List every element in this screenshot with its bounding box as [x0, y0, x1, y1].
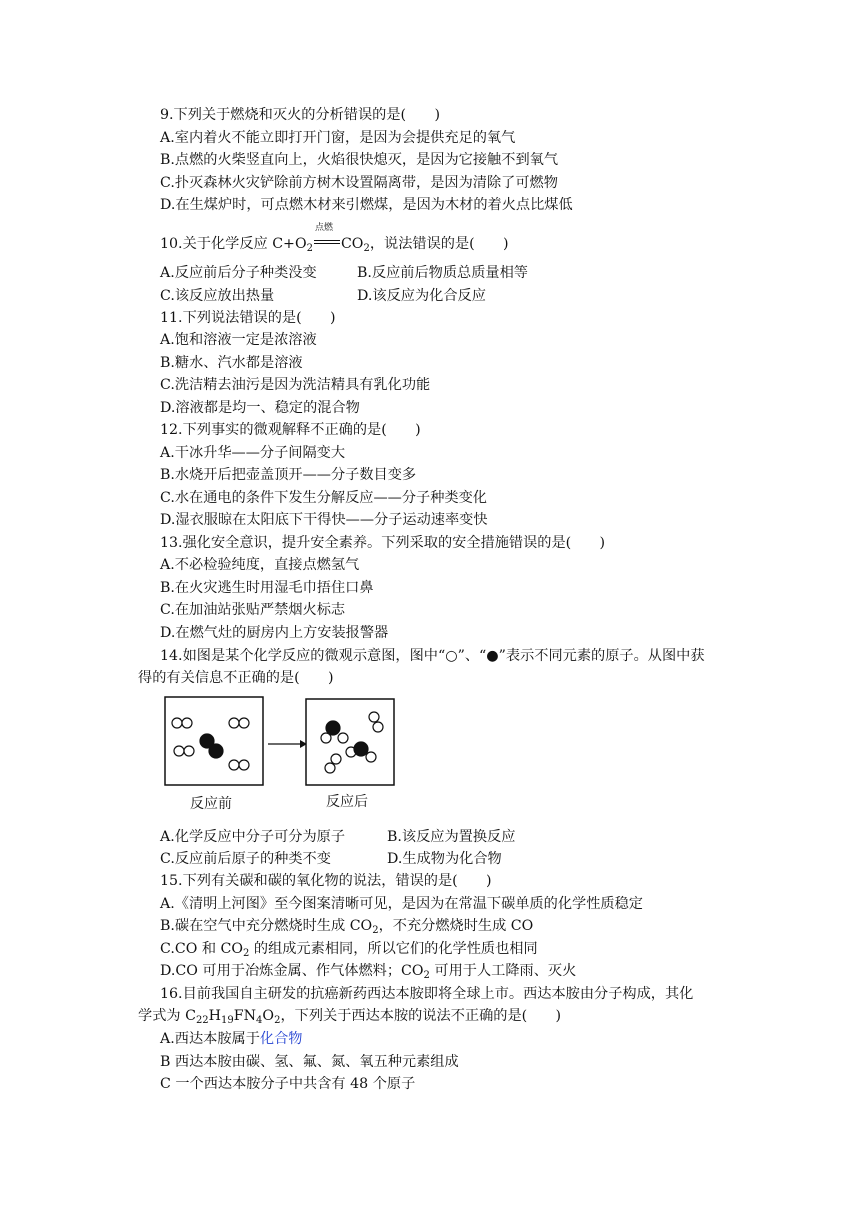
question-10-option-c: C.该反应放出热量 — [160, 288, 275, 304]
question-15-option-a: A.《清明上河图》至今图案清晰可见，是因为在常温下碳单质的化学性质稳定 — [160, 896, 643, 912]
q15-b-subscript: 2 — [372, 925, 379, 936]
q15-b-post: ，不充分燃烧时生成 CO — [378, 918, 534, 934]
q15-d-post: 可用于人工降雨、灭火 — [429, 963, 577, 979]
question-9-option-d: D.在生煤炉时，可点燃木材来引燃煤，是因为木材的着火点比煤低 — [160, 197, 573, 213]
question-14-stem-line2: 得的有关信息不正确的是( ) — [138, 670, 334, 686]
question-16-stem-line1: 16.目前我国自主研发的抗癌新药西达本胺即将全球上市。西达本胺由分子构成，其化 — [160, 986, 694, 1002]
question-10-stem — [160, 223, 509, 258]
question-13-stem: 13.强化安全意识，提升安全素养。下列采取的安全措施错误的是( ) — [160, 535, 606, 551]
question-15-option-b — [160, 917, 533, 940]
after-box — [306, 699, 394, 785]
label-before: 反应前 — [190, 796, 232, 812]
question-15-option-d — [160, 962, 576, 985]
question-9-option-b: B.点燃的火柴竖直向上，火焰很快熄灭，是因为它接触不到氧气 — [160, 152, 559, 168]
q15-b-pre: B.碳在空气中充分燃烧时生成 CO — [160, 918, 373, 934]
q10-stem-pre: 10.关于化学反应 C+O — [160, 236, 307, 252]
question-16-option-c: C 一个西达本胺分子中共含有 48 个原子 — [160, 1076, 416, 1092]
q16-h-subscript: 19 — [221, 1015, 234, 1026]
question-15-stem: 15.下列有关碳和碳的氧化物的说法，错误的是( ) — [160, 873, 492, 889]
question-10-option-b: B.反应前后物质总质量相等 — [357, 265, 528, 281]
question-9-option-a: A.室内着火不能立即打开门窗，是因为会提供充足的氧气 — [160, 130, 516, 146]
q10-stem-post: ，说法错误的是( ) — [369, 236, 509, 252]
q16-o: O — [262, 1008, 275, 1024]
question-12-stem: 12.下列事实的微观解释不正确的是( ) — [160, 422, 421, 438]
question-10-option-a: A.反应前后分子种类没变 — [160, 265, 317, 281]
question-16-option-b: B 西达本胺由碳、氢、氟、氮、氧五种元素组成 — [160, 1054, 459, 1070]
reaction-microscopic-diagram — [160, 692, 400, 817]
question-11-option-c: C.洗洁精去油污是因为洗洁精具有乳化功能 — [160, 377, 431, 393]
question-12-option-a: A.干冰升华——分子间隔变大 — [160, 445, 346, 461]
q15-c-subscript: 2 — [243, 948, 250, 959]
question-14-option-d: D.生成物为化合物 — [387, 851, 502, 867]
question-10-option-d: D.该反应为化合反应 — [357, 288, 486, 304]
question-11-stem: 11.下列说法错误的是( ) — [160, 310, 336, 326]
q15-d-subscript: 2 — [423, 970, 430, 981]
equals-sign — [314, 240, 340, 244]
condition-label: 点燃 — [314, 223, 333, 233]
question-14-option-c: C.反应前后原子的种类不变 — [160, 851, 331, 867]
question-11-option-a: A.饱和溶液一定是浓溶液 — [160, 332, 317, 348]
question-13-option-a: A.不必检验纯度，直接点燃氢气 — [160, 557, 360, 573]
question-12-option-c: C.水在通电的条件下发生分解反应——分子种类变化 — [160, 490, 487, 506]
question-12-option-d: D.湿衣服晾在太阳底下干得快——分子运动速率变快 — [160, 512, 488, 528]
label-after: 反应后 — [326, 794, 368, 810]
q16-formula-post: ，下列关于西达本胺的说法不正确的是( ) — [280, 1008, 562, 1024]
question-16-stem-line2 — [138, 1007, 561, 1030]
question-9-stem: 9.下列关于燃烧和灭火的分析错误的是( ) — [160, 107, 440, 123]
q16-c-subscript: 22 — [195, 1015, 209, 1026]
question-13-option-c: C.在加油站张贴严禁烟火标志 — [160, 602, 346, 618]
q16-fn: FN — [233, 1008, 257, 1024]
q16-formula-pre: 学式为 C — [138, 1008, 196, 1024]
compound-link[interactable]: 化合物 — [259, 1031, 303, 1047]
q16-h: H — [208, 1008, 222, 1024]
q15-c-pre: C.CO 和 CO — [160, 941, 244, 957]
question-14-option-b: B.该反应为置换反应 — [387, 829, 516, 845]
question-9-option-c: C.扑灭森林火灾铲除前方树木设置隔离带，是因为清除了可燃物 — [160, 175, 558, 191]
question-16-option-a — [160, 1030, 302, 1048]
question-11-option-d: D.溶液都是均一、稳定的混合物 — [160, 400, 360, 416]
q15-d-pre: D.CO 可用于冶炼金属、作气体燃料；CO — [160, 963, 424, 979]
question-14-option-a: A.化学反应中分子可分为原子 — [160, 829, 346, 845]
q16-n-subscript: 4 — [256, 1015, 263, 1026]
q10-o2-subscript: 2 — [306, 243, 313, 254]
question-15-option-c — [160, 940, 538, 963]
reaction-condition — [313, 223, 341, 253]
question-13-option-d: D.在燃气灶的厨房内上方安装报警器 — [160, 625, 389, 641]
q10-product: CO — [340, 236, 364, 252]
question-12-option-b: B.水烧开后把壶盖顶开——分子数目变多 — [160, 467, 417, 483]
q15-c-post: 的组成元素相同，所以它们的化学性质也相同 — [249, 941, 538, 957]
question-11-option-b: B.糖水、汽水都是溶液 — [160, 355, 303, 371]
q16-a-pre: A.西达本胺属于 — [160, 1031, 260, 1047]
question-14-stem-line1: 14.如图是某个化学反应的微观示意图，图中“○”、“●”表示不同元素的原子。从图中获 — [160, 648, 705, 664]
q16-o-subscript: 2 — [274, 1015, 281, 1026]
question-13-option-b: B.在火灾逃生时用湿毛巾捂住口鼻 — [160, 580, 374, 596]
q10-co2-subscript: 2 — [363, 243, 370, 254]
